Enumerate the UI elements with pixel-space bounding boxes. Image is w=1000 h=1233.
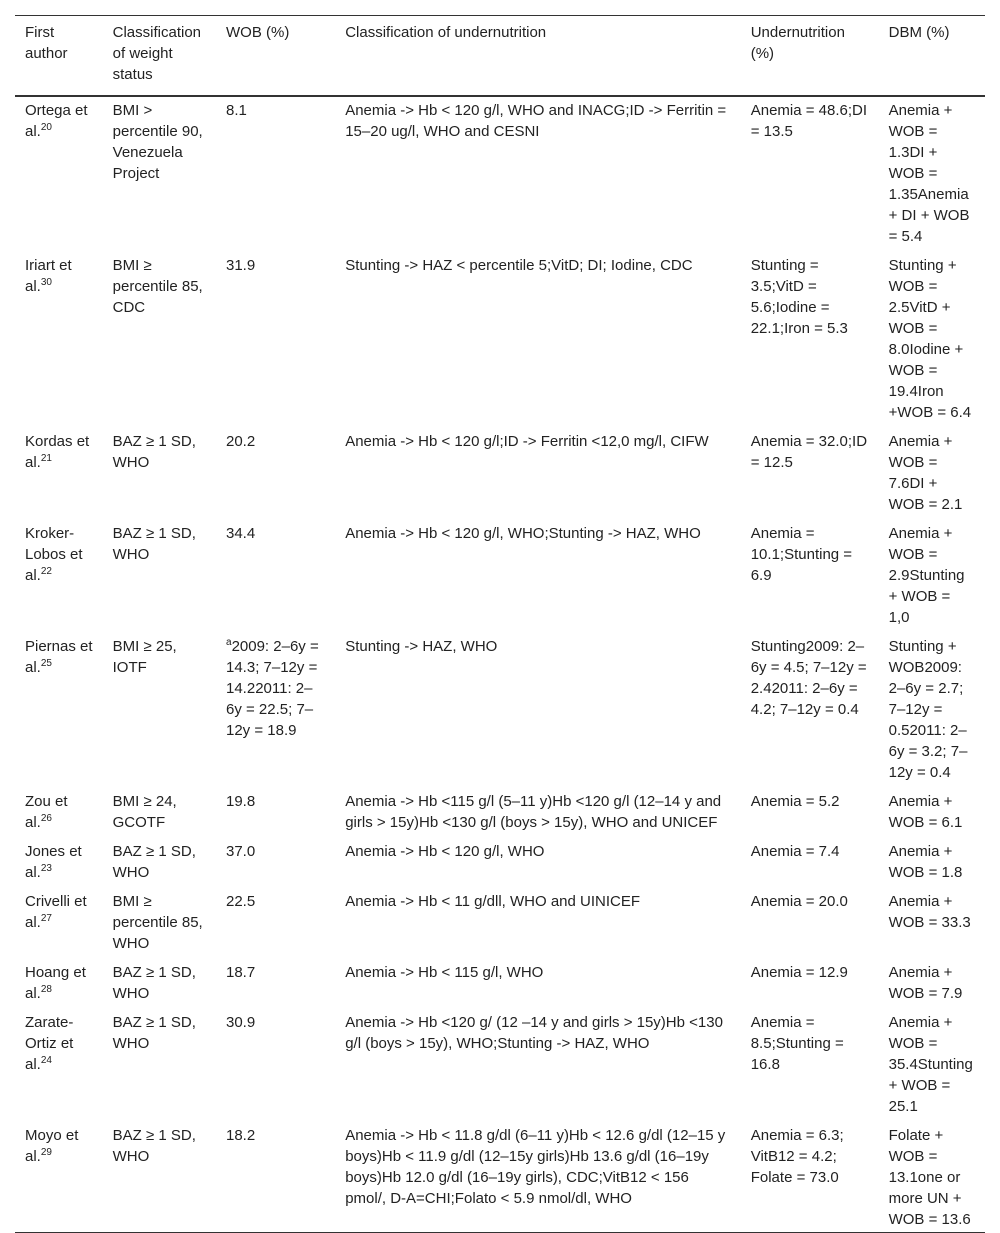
- cell-first-author: [15, 835, 103, 885]
- author-name: Hoang et al.: [25, 964, 86, 1002]
- cell-weight-classification: BAZ ≥ 1 SD, WHO: [112, 1014, 196, 1052]
- cell-dbm: Stunting + WOB = 2.5VitD + WOB = 8.0Iodine + WOB = 19.4Iron +WOB = 6.4: [888, 257, 972, 421]
- author-name: Crivelli et al.: [25, 893, 87, 931]
- cell-dbm: Anemia + WOB = 6.1: [888, 793, 963, 831]
- cell-undernutrition-pct: Anemia = 10.1;Stunting = 6.9: [750, 525, 853, 584]
- cell-weight-classification: BMI ≥ percentile 85, WHO: [112, 893, 203, 952]
- cell-wob: [216, 835, 335, 885]
- cell-undernutrition-classification: Anemia -> Hb <115 g/l (5–11 y)Hb <120 g/l (12–14 y and girls > 15y)Hb <130 g/l (boys > 15y), WHO and UNICEF: [345, 793, 722, 831]
- cell-wob: [216, 885, 335, 956]
- header-row: [15, 16, 985, 97]
- cell-undernutrition-pct: Anemia = 8.5;Stunting = 16.8: [750, 1014, 844, 1073]
- reference-number: 26: [40, 813, 52, 824]
- header-undernutrition-pct: Undernutrition (%): [741, 16, 879, 97]
- wob-value: 18.2: [226, 1127, 256, 1144]
- cell-wob: [216, 425, 335, 517]
- cell-undernutrition-classification: Anemia -> Hb < 120 g/l, WHO: [345, 843, 545, 860]
- cell-undernutrition-pct: Anemia = 32.0;ID = 12.5: [750, 433, 868, 471]
- reference-number: 20: [40, 122, 52, 133]
- cell-dbm: Anemia + WOB = 35.4Stunting + WOB = 25.1: [888, 1014, 973, 1115]
- cell-undernutrition-classification: Anemia -> Hb < 115 g/l, WHO: [345, 964, 544, 981]
- cell-wob: [216, 517, 335, 630]
- cell-weight-classification: BAZ ≥ 1 SD, WHO: [112, 964, 196, 1002]
- table-row: [15, 517, 985, 630]
- cell-dbm: Anemia + WOB = 2.9Stunting + WOB = 1,0: [888, 525, 965, 626]
- cell-dbm: Stunting + WOB2009: 2–6y = 2.7; 7–12y = 0.52011: 2–6y = 3.2; 7–12y = 0.4: [888, 638, 968, 781]
- cell-undernutrition-pct: Stunting2009: 2–6y = 4.5; 7–12y = 2.42011: 2–6y = 4.2; 7–12y = 0.4: [750, 638, 867, 718]
- cell-wob: [216, 956, 335, 1006]
- reference-number: 28: [40, 984, 52, 995]
- cell-first-author: [15, 96, 103, 249]
- table-row: [15, 425, 985, 517]
- cell-first-author: [15, 630, 103, 785]
- cell-undernutrition-classification: Stunting -> HAZ, WHO: [345, 638, 498, 655]
- reference-number: 21: [40, 453, 52, 464]
- cell-first-author: [15, 425, 103, 517]
- table-body: [15, 96, 985, 1233]
- cell-first-author: [15, 885, 103, 956]
- reference-number: 30: [40, 277, 52, 288]
- table-header: [15, 16, 985, 97]
- reference-number: 29: [40, 1147, 52, 1158]
- header-wob: WOB (%): [216, 16, 335, 97]
- header-first-author: First author: [15, 16, 103, 97]
- table-row: [15, 96, 985, 249]
- cell-first-author: [15, 956, 103, 1006]
- cell-undernutrition-pct: Anemia = 20.0: [750, 893, 848, 910]
- table-row: [15, 785, 985, 835]
- cell-undernutrition-pct: Anemia = 6.3; VitB12 = 4.2; Folate = 73.0: [750, 1127, 844, 1186]
- table-row: [15, 956, 985, 1006]
- cell-weight-classification: BMI ≥ 24, GCOTF: [112, 793, 177, 831]
- cell-weight-classification: BMI > percentile 90, Venezuela Project: [112, 102, 203, 182]
- cell-first-author: [15, 517, 103, 630]
- wob-value: 30.9: [226, 1014, 256, 1031]
- reference-number: 22: [40, 566, 52, 577]
- dbm-studies-table: [15, 15, 985, 1233]
- author-name: Zou et al.: [25, 793, 68, 831]
- cell-dbm: Anemia + WOB = 1.3DI + WOB = 1.35Anemia + DI + WOB = 5.4: [888, 102, 970, 245]
- header-dbm: DBM (%): [879, 16, 985, 97]
- cell-dbm: Folate + WOB = 13.1one or more UN + WOB = 13.6: [888, 1127, 971, 1228]
- table-row: [15, 1119, 985, 1233]
- wob-value: 31.9: [226, 257, 256, 274]
- cell-first-author: [15, 1119, 103, 1233]
- cell-weight-classification: BMI ≥ 25, IOTF: [112, 638, 177, 676]
- cell-undernutrition-pct: Anemia = 48.6;DI = 13.5: [750, 102, 868, 140]
- author-name: Jones et al.: [25, 843, 82, 881]
- cell-wob: [216, 1119, 335, 1233]
- author-name: Piernas et al.: [25, 638, 93, 676]
- wob-value: 34.4: [226, 525, 256, 542]
- cell-weight-classification: BMI ≥ percentile 85, CDC: [112, 257, 203, 316]
- cell-first-author: [15, 1006, 103, 1119]
- wob-value: 18.7: [226, 964, 256, 981]
- cell-wob: [216, 96, 335, 249]
- author-name: Kroker-Lobos et al.: [25, 525, 83, 584]
- reference-number: 27: [40, 913, 52, 924]
- reference-number: 24: [40, 1055, 52, 1066]
- cell-dbm: Anemia + WOB = 33.3: [888, 893, 971, 931]
- table-row: [15, 835, 985, 885]
- table-container: [15, 15, 985, 1233]
- cell-weight-classification: BAZ ≥ 1 SD, WHO: [112, 1127, 196, 1165]
- cell-undernutrition-classification: Anemia -> Hb < 120 g/l;ID -> Ferritin <12,0 mg/l, CIFW: [345, 433, 709, 450]
- header-undernutrition-classification: Classification of undernutrition: [335, 16, 741, 97]
- wob-value: 37.0: [226, 843, 256, 860]
- cell-dbm: Anemia + WOB = 7.9: [888, 964, 963, 1002]
- header-weight-classification: Classification of weight status: [103, 16, 216, 97]
- cell-first-author: [15, 785, 103, 835]
- cell-first-author: [15, 249, 103, 425]
- cell-undernutrition-pct: Stunting = 3.5;VitD = 5.6;Iodine = 22.1;Iron = 5.3: [750, 257, 848, 337]
- author-name: Moyo et al.: [25, 1127, 79, 1165]
- cell-undernutrition-classification: Anemia -> Hb < 11 g/dll, WHO and UINICEF: [345, 893, 641, 910]
- author-name: Ortega et al.: [25, 102, 88, 140]
- cell-undernutrition-classification: Anemia -> Hb < 120 g/l, WHO;Stunting -> HAZ, WHO: [345, 525, 701, 542]
- cell-wob: [216, 1006, 335, 1119]
- cell-weight-classification: BAZ ≥ 1 SD, WHO: [112, 525, 196, 563]
- footnote-marker: a: [226, 637, 232, 648]
- author-name: Zarate-Ortiz et al.: [25, 1014, 74, 1073]
- reference-number: 23: [40, 863, 52, 874]
- cell-weight-classification: BAZ ≥ 1 SD, WHO: [112, 843, 196, 881]
- cell-undernutrition-classification: Anemia -> Hb < 11.8 g/dl (6–11 y)Hb < 12.6 g/dl (12–15 y boys)Hb < 11.9 g/dl (12–15y girls)Hb 13.6 g/dl (16–19y boys)Hb 12.0 g/dl (16–19y girls), CDC;VitB12 < 156 pmol/, D-A=CHI;Folato < 5.9 nmol/dl, WHO: [345, 1127, 726, 1207]
- table-row: [15, 630, 985, 785]
- wob-value: 8.1: [226, 102, 247, 119]
- cell-weight-classification: BAZ ≥ 1 SD, WHO: [112, 433, 196, 471]
- table-row: [15, 249, 985, 425]
- wob-value: 22.5: [226, 893, 256, 910]
- cell-wob: [216, 785, 335, 835]
- cell-undernutrition-classification: Anemia -> Hb <120 g/ (12 –14 y and girls > 15y)Hb <130 g/l (boys > 15y), WHO;Stunting -> HAZ, WHO: [345, 1014, 723, 1052]
- cell-undernutrition-classification: Stunting -> HAZ < percentile 5;VitD; DI; Iodine, CDC: [345, 257, 693, 274]
- cell-wob: [216, 630, 335, 785]
- author-name: Kordas et al.: [25, 433, 90, 471]
- cell-undernutrition-pct: Anemia = 12.9: [750, 964, 848, 981]
- wob-value: 2009: 2–6y = 14.3; 7–12y = 14.22011: 2–6y = 22.5; 7–12y = 18.9: [226, 638, 319, 739]
- cell-wob: [216, 249, 335, 425]
- author-name: Iriart et al.: [25, 257, 72, 295]
- wob-value: 19.8: [226, 793, 256, 810]
- cell-dbm: Anemia + WOB = 1.8: [888, 843, 963, 881]
- cell-undernutrition-classification: Anemia -> Hb < 120 g/l, WHO and INACG;ID -> Ferritin = 15–20 ug/l, WHO and CESNI: [345, 102, 727, 140]
- table-row: [15, 1006, 985, 1119]
- cell-undernutrition-pct: Anemia = 5.2: [750, 793, 840, 810]
- wob-value: 20.2: [226, 433, 256, 450]
- table-row: [15, 885, 985, 956]
- reference-number: 25: [40, 658, 52, 669]
- cell-undernutrition-pct: Anemia = 7.4: [750, 843, 840, 860]
- cell-dbm: Anemia + WOB = 7.6DI + WOB = 2.1: [888, 433, 963, 513]
